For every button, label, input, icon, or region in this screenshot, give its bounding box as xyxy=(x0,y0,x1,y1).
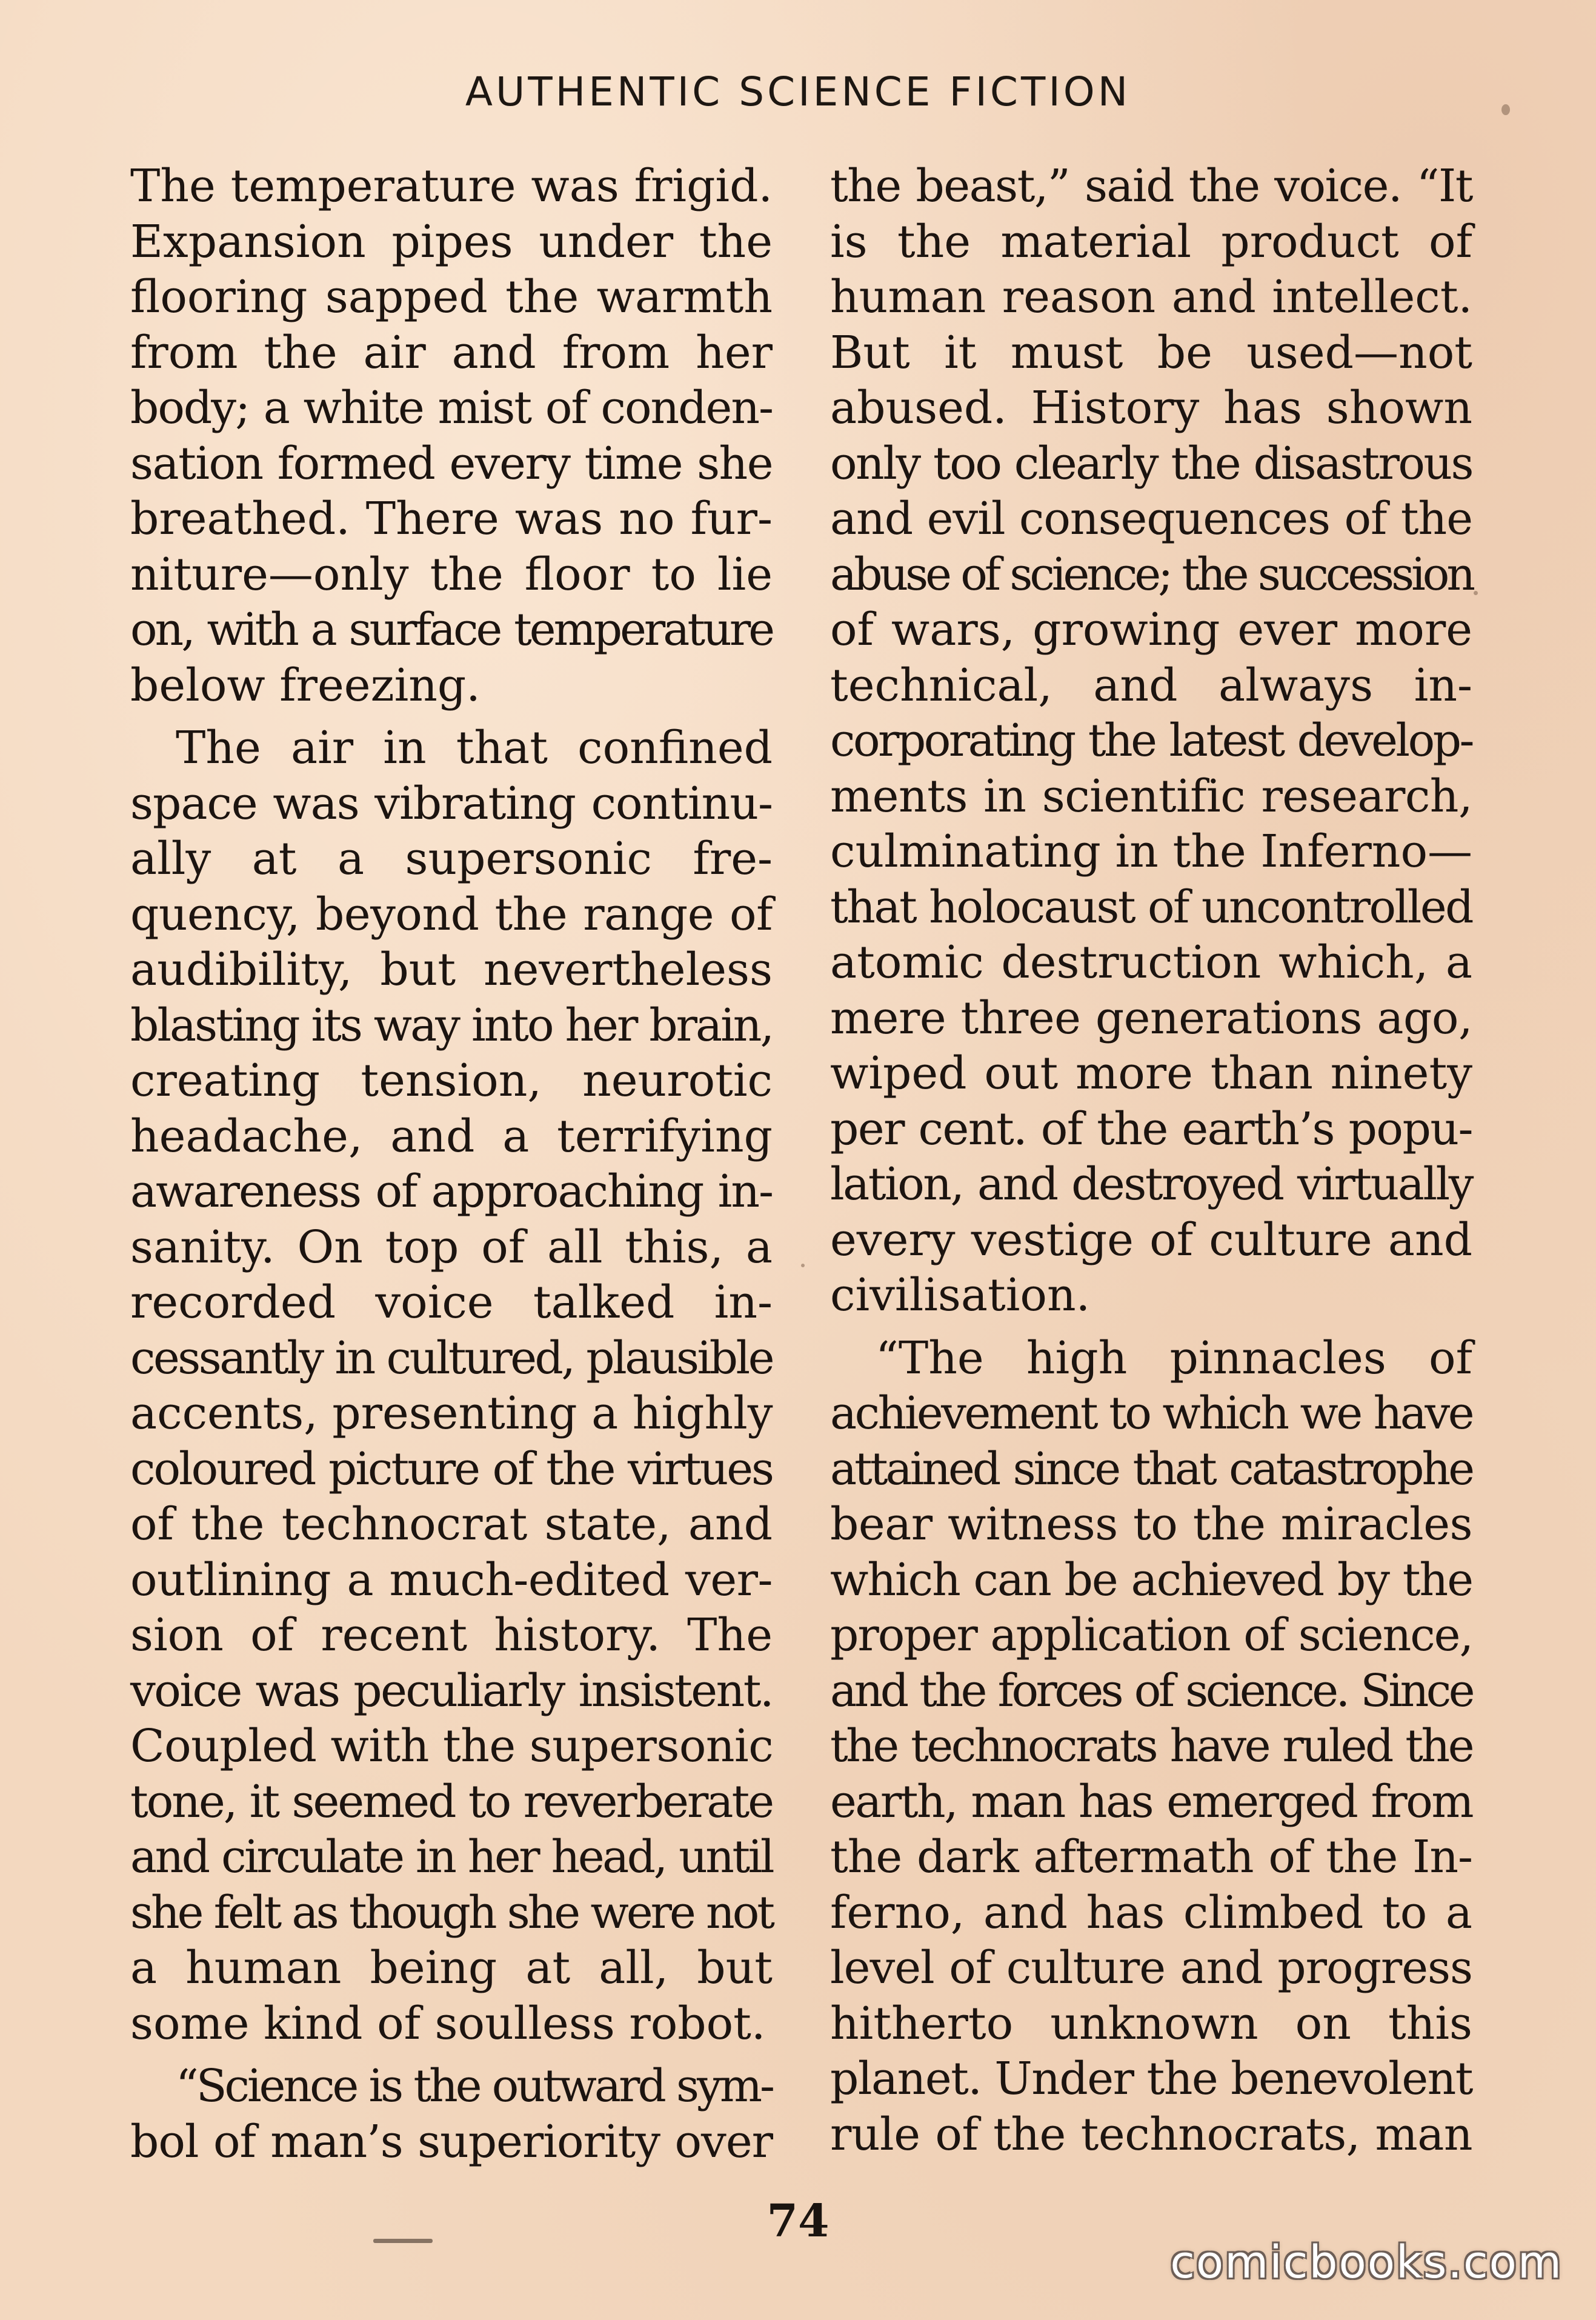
text-line: quency, beyond the range of xyxy=(130,888,773,941)
text-line: and evil consequences of the xyxy=(830,493,1472,545)
text-line: Coupled with the supersonic xyxy=(130,1720,774,1772)
text-line: bear witness to the miracles xyxy=(830,1498,1472,1550)
text-line: culminating in the Inferno— xyxy=(830,825,1472,878)
text-line: awareness of approaching in- xyxy=(130,1165,773,1218)
text-line: ferno, and has climbed to a xyxy=(830,1886,1472,1939)
text-line: planet. Under the benevolent xyxy=(830,2053,1473,2105)
text-line: technical, and always in- xyxy=(830,659,1472,712)
text-line: lation, and destroyed virtually xyxy=(830,1158,1472,1210)
page-number: 74 xyxy=(766,2195,830,2247)
text-line: “Science is the outward sym- xyxy=(176,2060,773,2112)
paper-speck xyxy=(1501,104,1510,115)
text-line: from the air and from her xyxy=(130,326,773,379)
text-line: “The high pinnacles of xyxy=(876,1332,1472,1384)
text-line: hitherto unknown on this xyxy=(830,1997,1472,2050)
right-column xyxy=(830,159,1472,2162)
text-line: is the material product of xyxy=(830,215,1472,268)
text-line: earth, man has emerged from xyxy=(830,1775,1472,1828)
text-line: breathed. There was no fur- xyxy=(130,493,773,545)
text-line: civilisation. xyxy=(830,1269,1091,1321)
paper-speck xyxy=(801,1264,805,1267)
text-line: sion of recent history. The xyxy=(130,1609,773,1661)
text-line: mere three generations ago, xyxy=(830,992,1472,1044)
right-paragraph-2 xyxy=(830,1331,1472,2163)
text-line: space was vibrating continu- xyxy=(130,777,773,830)
text-line: corporating the latest develop- xyxy=(830,715,1472,767)
text-line: bol of man’s superiority over xyxy=(130,2115,773,2168)
text-line: voice was peculiarly insistent. xyxy=(130,1664,773,1717)
text-line: recorded voice talked in- xyxy=(130,1276,773,1328)
text-line: outlining a much-edited ver- xyxy=(130,1553,773,1606)
text-line: accents, presenting a highly xyxy=(130,1387,773,1439)
text-line: wiped out more than ninety xyxy=(830,1047,1472,1099)
text-line: sation formed every time she xyxy=(130,437,773,490)
text-line: creating tension, neurotic xyxy=(130,1055,773,1107)
text-line: flooring sapped the warmth xyxy=(130,271,773,323)
text-line: Expansion pipes under the xyxy=(130,215,773,268)
text-line: attained since that catastrophe xyxy=(830,1442,1472,1495)
text-line: on, with a surface temperature xyxy=(130,604,773,656)
text-line: proper application of science, xyxy=(830,1609,1472,1661)
text-line: the dark aftermath of the In- xyxy=(830,1831,1472,1883)
left-paragraph-2 xyxy=(130,721,773,2052)
text-line: the beast,” said the voice. “It xyxy=(830,160,1472,212)
text-line: But it must be used—not xyxy=(830,326,1472,379)
text-line: level of culture and progress xyxy=(830,1942,1472,1994)
left-paragraph-1 xyxy=(130,159,773,713)
text-line: audibility, but nevertheless xyxy=(130,944,773,996)
text-line: ments in scientific research, xyxy=(830,770,1472,822)
text-line: which can be achieved by the xyxy=(830,1553,1472,1606)
text-line: blasting its way into her brain, xyxy=(130,999,773,1052)
text-line: abused. History has shown xyxy=(830,382,1472,434)
watermark-logo: comicbooks.com xyxy=(1170,2236,1563,2288)
text-line: a human being at all, but xyxy=(130,1942,773,1994)
text-line: she felt as though she were not xyxy=(130,1886,773,1939)
text-line: The temperature was frigid. xyxy=(130,160,773,212)
paper-speck xyxy=(1474,591,1478,595)
text-line: coloured picture of the virtues xyxy=(130,1442,773,1495)
text-line: The air in that confined xyxy=(176,722,773,774)
text-line: per cent. of the earth’s popu- xyxy=(830,1102,1472,1155)
right-paragraph-1 xyxy=(830,159,1472,1324)
text-line: headache, and a terrifying xyxy=(130,1110,773,1162)
text-line: and circulate in her head, until xyxy=(130,1831,773,1883)
text-line: the technocrats have ruled the xyxy=(830,1720,1472,1772)
text-line: atomic destruction which, a xyxy=(830,936,1472,988)
text-line: achievement to which we have xyxy=(830,1387,1472,1439)
text-line: every vestige of culture and xyxy=(830,1213,1472,1266)
text-line: niture—only the floor to lie xyxy=(130,548,773,601)
text-line: and the forces of science. Since xyxy=(830,1664,1472,1717)
left-column xyxy=(130,159,773,2170)
text-line: rule of the technocrats, man xyxy=(830,2108,1472,2161)
text-line: human reason and intellect. xyxy=(830,271,1472,323)
running-header: AUTHENTIC SCIENCE FICTION xyxy=(465,68,1131,115)
text-line: only too clearly the disastrous xyxy=(830,437,1472,490)
text-line: cessantly in cultured, plausible xyxy=(130,1332,773,1384)
text-line: ally at a supersonic fre- xyxy=(130,833,773,885)
text-line: tone, it seemed to reverberate xyxy=(130,1775,773,1828)
text-line: sanity. On top of all this, a xyxy=(130,1221,773,1273)
text-line: of wars, growing ever more xyxy=(830,604,1472,656)
text-line: that holocaust of uncontrolled xyxy=(830,881,1472,933)
text-line: body; a white mist of conden- xyxy=(130,382,773,434)
text-line: below freezing. xyxy=(130,659,480,712)
text-line: of the technocrat state, and xyxy=(130,1498,773,1550)
left-paragraph-3 xyxy=(130,2059,773,2170)
text-line: abuse of science; the succession xyxy=(830,548,1472,601)
text-line: some kind of soulless robot. xyxy=(130,1997,766,2050)
